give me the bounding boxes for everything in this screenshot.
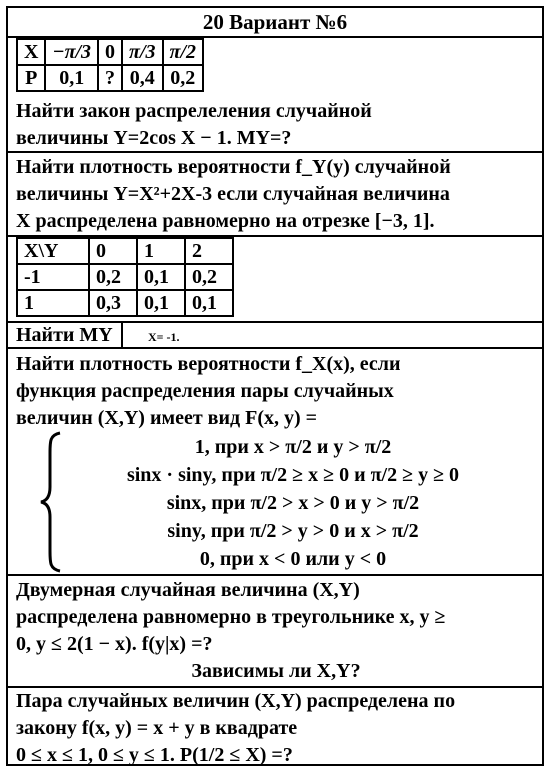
exam-card [6, 6, 544, 766]
table-row-label: -1 [17, 264, 89, 290]
task-6-text [8, 688, 542, 769]
table-cell: 0,1 [137, 264, 185, 290]
table-cell: 0,2 [89, 264, 137, 290]
table-header-cell: π/2 [163, 39, 203, 65]
table-header-cell: 1 [137, 238, 185, 264]
task-5-question: Зависимы ли X,Y? [191, 660, 361, 682]
task-4-line: функция распределения пары случайных [16, 380, 394, 402]
task-1 [8, 38, 542, 153]
task-6-line: 0 ≤ x ≤ 1, 0 ≤ y ≤ 1. P(1/2 ≤ X) =? [16, 744, 293, 766]
table-cell: 0,1 [137, 290, 185, 316]
task-1-text [8, 98, 542, 152]
joint-distribution-table [16, 237, 234, 317]
table-header-cell: π/3 [122, 39, 162, 65]
table-row-label: P [17, 65, 45, 91]
table-cell: ? [98, 65, 122, 91]
task-5-text [8, 576, 542, 685]
header-section [8, 8, 542, 38]
task-2 [8, 153, 542, 237]
table-cell: 0,1 [185, 290, 233, 316]
table-cell: 0,2 [163, 65, 203, 91]
task-4 [8, 349, 542, 576]
table-header-cell: 0 [98, 39, 122, 65]
task-5-line: Двумерная случайная величина (X,Y) [16, 579, 360, 601]
task-5-line: распределена равномерно в треугольнике x, y ≥ [16, 606, 446, 628]
distribution-table [16, 38, 204, 92]
piecewise-case: 0, при x < 0 или y < 0 [199, 548, 387, 570]
task-4-line: Найти плотность вероятности f_X(x), если [16, 353, 401, 375]
task-6 [8, 688, 542, 764]
table-header-cell: 2 [185, 238, 233, 264]
table-header-cell: X [17, 39, 45, 65]
task-2-text [8, 153, 542, 235]
task-6-line: закону f(x, y) = x + y в квадрате [16, 717, 298, 739]
table-cell: 0,3 [89, 290, 137, 316]
table-cell: 0,1 [45, 65, 98, 91]
task-4-text [8, 349, 542, 432]
piecewise-case: 1, при x > π/2 и y > π/2 [194, 436, 392, 458]
task-2-line: величины Y=X²+2X-3 если случайная величина [16, 183, 450, 205]
task-3-ask: Найти MY [8, 323, 123, 348]
table-header-cell: −π/3 [45, 39, 98, 65]
table-cell: 0,2 [185, 264, 233, 290]
task-5-line: 0, y ≤ 2(1 − x). f(y|x) =? [16, 633, 213, 655]
table-row-label: 1 [17, 290, 89, 316]
task-5 [8, 576, 542, 688]
task-2-line: X распределена равномерно на отрезке [−3, 1]. [16, 210, 435, 232]
task-1-line: величины Y=2cos X − 1. MY=? [16, 127, 292, 149]
task-3-question-row [8, 321, 542, 349]
task-1-line: Найти закон распрелеления случайной [16, 100, 372, 122]
task-2-line: Найти плотность вероятности f_Y(y) случайной [16, 156, 451, 178]
page-title: 20 Вариант №6 [202, 10, 348, 34]
task-4-line: величин (X,Y) имеет вид F(x, y) = [16, 407, 318, 429]
task-6-line: Пара случайных величин (X,Y) распределена по [16, 690, 456, 712]
table-cell: 0,4 [122, 65, 162, 91]
table-header-cell: 0 [89, 238, 137, 264]
table-corner-cell: X\Y [17, 238, 89, 264]
piecewise-case: siny, при π/2 > y > 0 и x > π/2 [167, 520, 419, 542]
task-3-condition: X= -1. [148, 330, 180, 344]
task-3 [8, 237, 542, 349]
piecewise-case: sinx, при π/2 > x > 0 и y > π/2 [166, 492, 420, 514]
piecewise-function [53, 433, 533, 573]
piecewise-case: sinx · siny, при π/2 ≥ x ≥ 0 и π/2 ≥ y ≥ 0 [126, 464, 460, 486]
